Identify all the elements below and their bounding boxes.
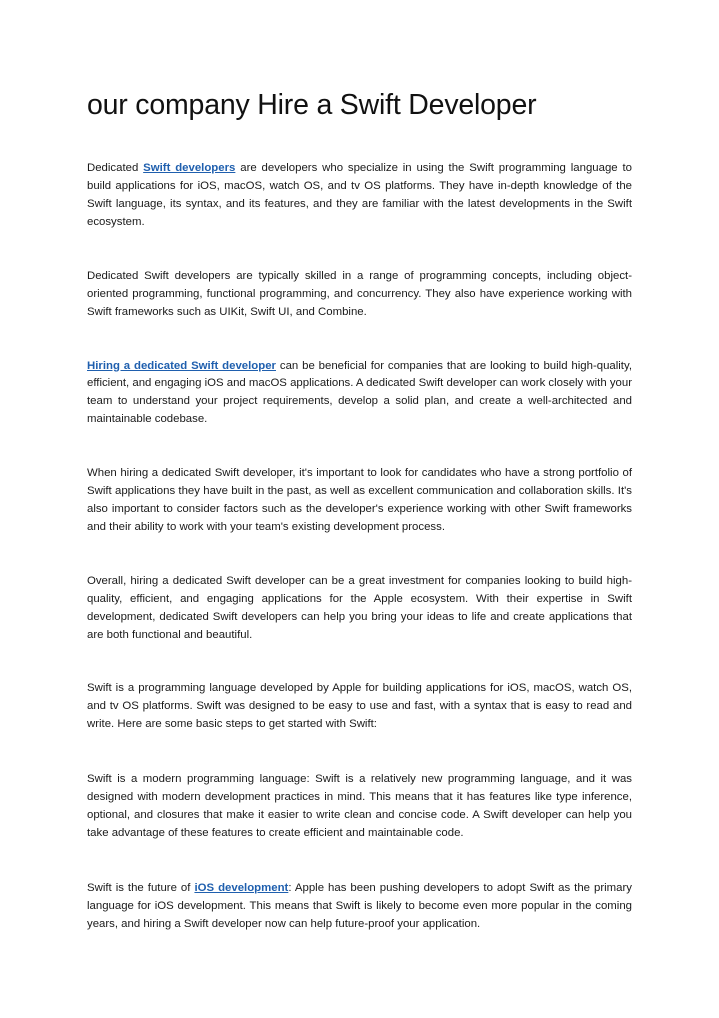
paragraph-text: can be beneficial for companies that are looking to build high-quality, efficient, and engaging iOS and macOS applications. A dedicated Swift developer can work closely with your team to understand your project requirements, develop a solid plan, and create a well-architected and maintainable codebase. <box>87 359 632 426</box>
paragraph-text: are developers who specialize in using the Swift programming language to build applications for iOS, macOS, watch OS, and tv OS platforms. They have in-depth knowledge of the Swift language, its syntax, and its features, and they are familiar with the latest developments in the Swift ecosystem. <box>87 162 632 228</box>
hiring-dedicated-swift-developer-link[interactable]: Hiring a dedicated Swift developer <box>87 359 276 372</box>
paragraph-modern-language: Swift is a modern programming language: Swift is a relatively new programming language, and it was designed with modern development practices in mind. This means that it has features like type inference, optional, and closures that make it easier to write clean and concise code. A Swift developer can help you take advantage of these features to create efficient and maintainable code. <box>87 773 632 839</box>
paragraph-text: Swift is the future of <box>87 881 195 894</box>
paragraph-overall: Overall, hiring a dedicated Swift developer can be a great investment for companies looking to build high-quality, efficient, and engaging applications for the Apple ecosystem. With their expertise in Swift development, dedicated Swift developers can help you bring your ideas to life and create applications that are both functional and beautiful. <box>87 574 632 641</box>
paragraph-future <box>87 880 632 934</box>
paragraph-intro <box>87 160 632 232</box>
paragraph-hiring-benefits <box>87 358 632 430</box>
paragraph-text: Dedicated <box>87 162 144 175</box>
ios-development-link[interactable]: iOS development <box>194 881 289 894</box>
page-title: our company Hire a Swift Developer <box>87 89 537 121</box>
paragraph-swift-intro: Swift is a programming language developed by Apple for building applications for iOS, macOS, watch OS, and tv OS platforms. Swift was designed to be easy to use and fast, with a syntax that is easy to read and write. Here are some basic steps to get started with Swift: <box>87 682 632 731</box>
paragraph-text: : Apple has been pushing developers to adopt Swift as the primary language for iOS development. This means that Swift is likely to become even more popular in the coming years, and hiring a Swift developer now can help future-proof your application. <box>87 881 632 930</box>
swift-developers-link[interactable]: Swift developers <box>143 162 236 175</box>
paragraph-skills: Dedicated Swift developers are typically skilled in a range of programming concepts, including object-oriented programming, functional programming, and concurrency. They also have experience working with Swift frameworks such as UIKit, Swift UI, and Combine. <box>87 269 632 318</box>
paragraph-hiring-tips: When hiring a dedicated Swift developer, it's important to look for candidates who have a strong portfolio of Swift applications they have built in the past, as well as excellent communication and collaboration skills. It's also important to consider factors such as the developer's experience working with other Swift frameworks and their ability to work with your team's existing development process. <box>87 467 632 533</box>
